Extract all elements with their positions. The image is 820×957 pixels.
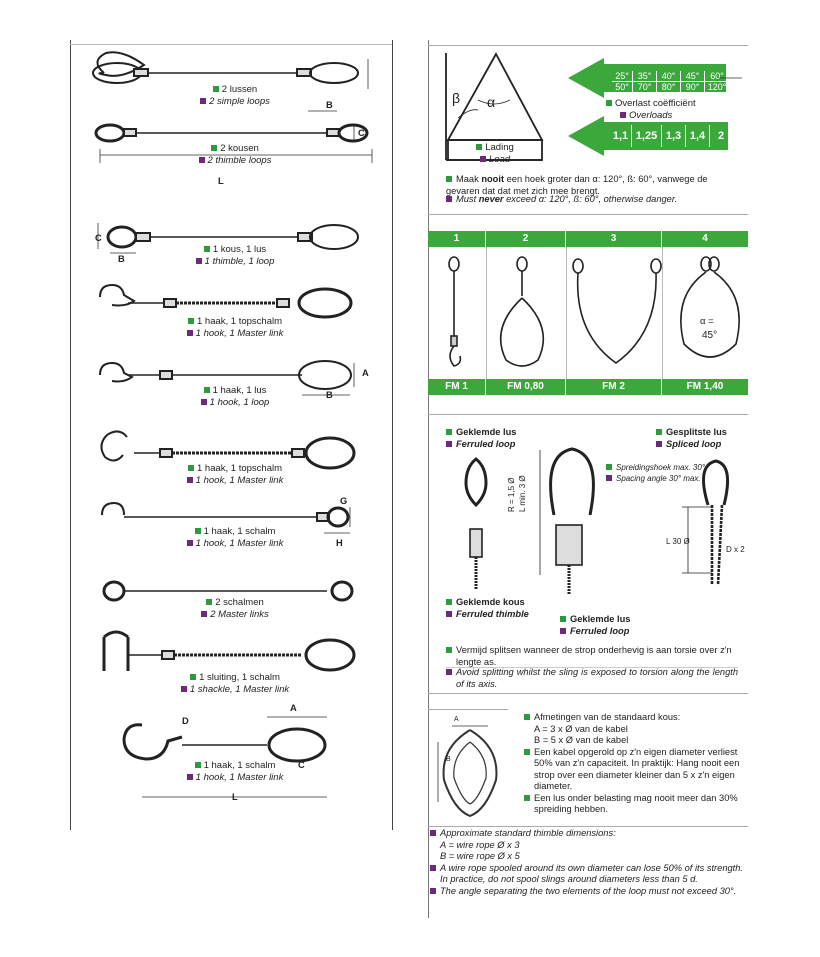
sling-label-6: 1 haak, 1 topschalm 1 hook, 1 Master link (150, 463, 320, 486)
angle-r2-2: 80° (657, 82, 681, 92)
torsion-note-en: Avoid splitting whilst the sling is exposed to torsion along the length of its axis. (446, 667, 738, 690)
thimble-diagram (430, 712, 510, 822)
right-divider (428, 40, 429, 918)
dim-d: D (182, 716, 189, 726)
dim-l-2: L (232, 792, 238, 802)
splice-bottom-rule (428, 693, 748, 694)
overload-label: Overlast coëfficiënt Overloads (606, 98, 736, 121)
splice-top-rule (428, 414, 748, 415)
angles-bottom-rule (428, 214, 748, 215)
angles-top-rule (428, 45, 748, 46)
fm-footer-3: FM 2 (566, 379, 662, 395)
angle-table (612, 71, 729, 92)
angle-r1-1: 35° (633, 71, 657, 81)
torsion-note-nl: Vermijd splitsen wanneer de strop onderhevig is aan torsie over z'n lengte as. (446, 645, 738, 668)
angle-r2-4: 120° (707, 82, 727, 92)
factor-0: 1,1 (610, 125, 632, 147)
fm-footer-4: FM 1,40 (686, 381, 724, 392)
fm-alpha-label: α = (700, 316, 714, 327)
ferruled-loop-title-2: Geklemde lus Ferruled loop (560, 614, 630, 637)
dim-a-1: A (362, 368, 369, 378)
fm-sling-diagrams (428, 248, 748, 378)
sling-label-1: 2 lussen 2 simple loops (160, 84, 310, 107)
factor-2: 1,3 (662, 125, 686, 147)
angle-r1-0: 25° (612, 71, 633, 81)
fm-footer-bar (428, 379, 748, 395)
thimble-dim-b: B (446, 756, 451, 763)
left-border (70, 40, 71, 830)
fm-header-4: 4 (702, 233, 708, 244)
fm-header-bar (428, 231, 748, 247)
angle-warning-en: Must never exceed α: 120°, ß: 60°, otherwise danger. (446, 194, 738, 206)
dim-l-1: L (218, 176, 224, 186)
angle-r2-3: 90° (681, 82, 705, 92)
factor-1: 1,25 (632, 125, 662, 147)
dim-b-1: B (326, 100, 333, 110)
fm-header-1: 1 (428, 231, 486, 247)
green-bullet-icon (446, 176, 452, 182)
thimble-dim-a: A (454, 716, 459, 723)
thimble-en-rule (428, 826, 748, 827)
dim-c-3: C (298, 760, 305, 770)
load-label: Lading Load (450, 142, 540, 165)
dim-c-1: C (358, 128, 365, 138)
sling-label-3: 1 kous, 1 lus 1 thimble, 1 loop (160, 244, 310, 267)
sling-label-5: 1 haak, 1 lus 1 hook, 1 loop (150, 385, 320, 408)
angle-r1-4: 60° (710, 71, 724, 81)
center-divider (392, 40, 393, 830)
dx2-label: D x 2 (726, 545, 745, 554)
thimble-notes-en: Approximate standard thimble dimensions: A = wire rope Ø x 3 B = wire rope Ø x 5 A wire rope spooled around its own diameter can lose 50% of its strength. In practice, do not spool slings around diameters less than 5 d. The angle separating the two elements of the loop must not exceed 30°. (430, 828, 748, 897)
alpha-label: α (487, 94, 496, 110)
ferruled-thimble-title: Geklemde kous Ferruled thimble (446, 597, 529, 620)
sling-label-8: 2 schalmen 2 Master links (150, 597, 320, 620)
angle-r1-2: 40° (657, 71, 681, 81)
angle-warning-nl: Maak nooit een hoek groter dan α: 120°, ß: 60°, vanwege de gevaren dat dat met zich mee brengt. (446, 174, 708, 196)
sling-label-9: 1 sluiting, 1 schalm 1 shackle, 1 Master link (150, 672, 320, 695)
fm-footer-2: FM 0,80 (486, 379, 566, 395)
fm-header-2: 2 (486, 231, 566, 247)
thimble-notes-nl: Afmetingen van de standaard kous: A = 3 x Ø van de kabel B = 5 x Ø van de kabel Een kabel opgerold op z'n eigen diameter verliest 50% van z'n capaciteit. In praktijk: Hang nooit een strop over een diameter kleiner dan 5 x z'n eigen diameter. Een lus onder belasting mag nooit meer dan 30% spreiding hebben. (524, 712, 746, 816)
r-label: R = 1,5 Ø (507, 477, 516, 512)
dim-b-2: B (118, 254, 125, 264)
spliced-loop-title: Gesplitste lus Spliced loop (656, 427, 727, 450)
dim-a-2: A (290, 703, 297, 713)
dim-h: H (336, 538, 343, 548)
dim-g: G (340, 496, 348, 506)
angle-r2-1: 70° (633, 82, 657, 92)
beta-label: β (452, 90, 461, 106)
thimble-top-rule (428, 709, 508, 710)
l30-label: L 30 Ø (666, 537, 690, 546)
overload-factors (610, 125, 732, 147)
fm-header-3: 3 (566, 231, 662, 247)
dim-c-2: C (95, 233, 102, 243)
factor-4: 2 (717, 130, 725, 142)
sling-label-2: 2 kousen 2 thimble loops (160, 143, 310, 166)
angle-r1-3: 45° (681, 71, 705, 81)
lmin-label: L min. 3 Ø (518, 475, 527, 512)
factor-3: 1,4 (686, 125, 710, 147)
fm-footer-1: FM 1 (428, 379, 486, 395)
spread-angle-label: Spreidingshoek max. 30° Spacing angle 30° max. (606, 462, 705, 484)
dim-b-3: B (326, 390, 333, 400)
fm-alpha-value: 45° (702, 330, 718, 341)
ferruled-loop-title: Geklemde lus Ferruled loop (446, 427, 516, 450)
angle-r2-0: 50° (612, 82, 633, 92)
sling-label-7: 1 haak, 1 schalm 1 hook, 1 Master link (150, 526, 320, 549)
purple-bullet-icon (446, 196, 452, 202)
sling-label-4: 1 haak, 1 topschalm 1 hook, 1 Master link (150, 316, 320, 339)
sling-label-10: 1 haak, 1 schalm 1 hook, 1 Master link (150, 760, 320, 783)
